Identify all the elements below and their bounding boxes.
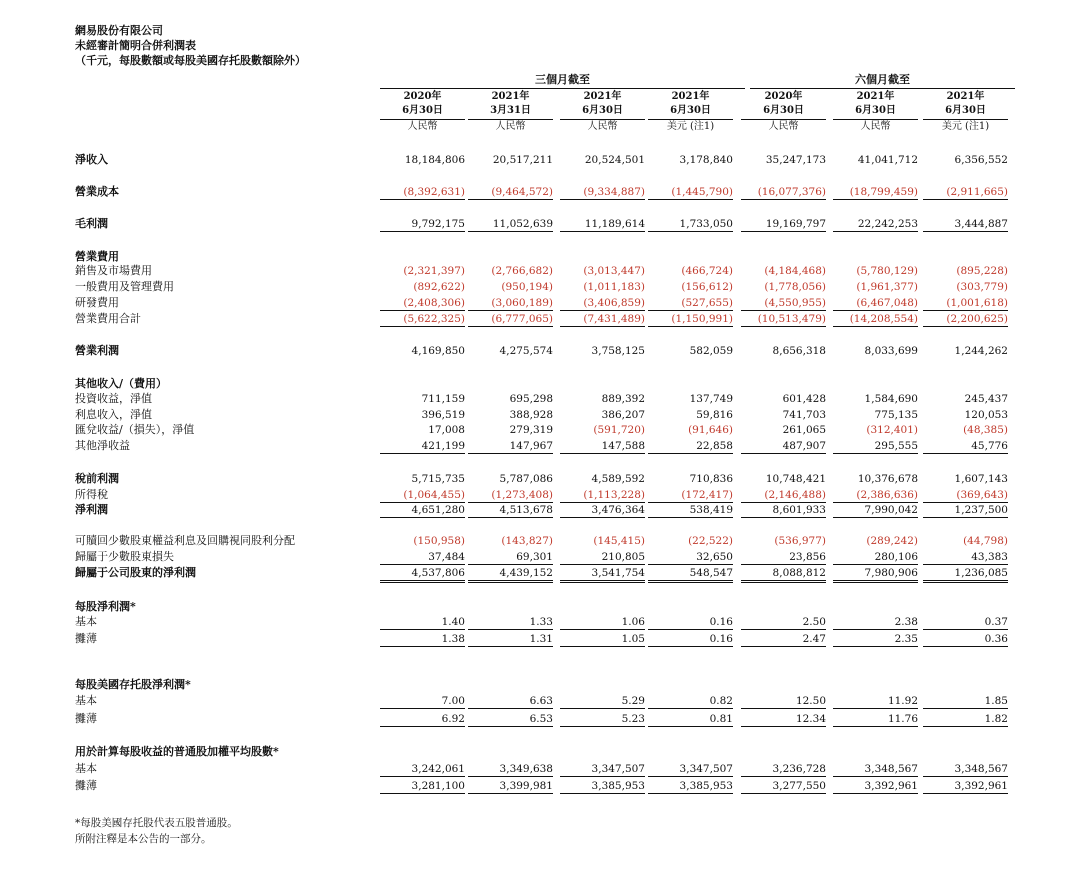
table-cell: (14,208,554) [833,312,918,327]
table-cell: 10,748,421 [765,473,826,485]
table-cell: 12.34 [741,712,826,727]
table-cell: 210,805 [560,550,645,565]
table-cell: (1,778,056) [764,281,826,293]
column-date: 6月30日 [670,105,711,116]
table-cell: 3,758,125 [591,345,645,357]
row-label: 每股淨利潤* [75,600,136,613]
table-cell: 43,383 [923,550,1008,565]
table-cell: 1,733,050 [648,217,733,232]
column-currency: 美元 (注1) [648,119,733,134]
table-cell: (2,911,665) [923,185,1008,200]
row-label: 歸屬于少數股東損失 [75,550,174,563]
table-cell: (4,184,468) [764,265,826,277]
row-label: 投資收益，淨值 [75,392,152,405]
table-cell: 245,437 [964,393,1008,405]
table-cell: 2.35 [833,632,918,647]
table-cell: 18,184,806 [404,154,465,166]
table-cell: (18,799,459) [833,185,918,200]
table-cell: (2,408,306) [380,296,465,311]
table-cell: 3,444,887 [923,217,1008,232]
table-cell: 280,106 [833,550,918,565]
table-cell: 69,301 [468,550,553,565]
table-cell: 37,484 [380,550,465,565]
table-cell: 1.05 [560,632,645,647]
table-cell: 8,656,318 [772,345,826,357]
row-label: 基本 [75,694,97,707]
row-label: 營業利潤 [75,344,119,357]
table-cell: 3,385,953 [648,779,733,794]
table-cell: (16,077,376) [741,185,826,200]
table-cell: 9,792,175 [380,217,465,232]
table-cell: 0.36 [923,632,1008,647]
table-cell: 601,428 [782,393,826,405]
table-row [0,217,1080,231]
row-label: 可贖回少數股東權益利息及回購視同股利分配 [75,534,295,547]
table-cell: (1,273,408) [468,488,553,503]
table-cell: (591,720) [593,424,645,436]
table-cell: 6.53 [468,712,553,727]
table-cell: (10,513,479) [741,312,826,327]
table-cell: 582,059 [689,345,733,357]
row-label: 研發費用 [75,296,119,309]
table-cell: 0.16 [648,632,733,647]
column-currency: 人民幣 [468,119,553,134]
table-cell: (22,522) [688,535,733,547]
table-cell: 2.50 [741,615,826,630]
table-cell: 23,856 [741,550,826,565]
row-label: 營業費用 [75,250,119,263]
column-date: 6月30日 [402,105,443,116]
table-cell: (2,200,625) [923,312,1008,327]
row-label: 所得稅 [75,488,108,501]
table-cell: (7,431,489) [560,312,645,327]
table-cell: 0.81 [648,712,733,727]
table-cell: (91,646) [688,424,733,436]
table-row [0,694,1080,708]
table-cell: (9,464,572) [468,185,553,200]
row-label: 基本 [75,762,97,775]
row-label: 稅前利潤 [75,472,119,485]
table-cell: 19,169,797 [741,217,826,232]
row-label: 營業費用合計 [75,312,141,325]
table-cell: 20,524,501 [584,154,645,166]
table-row [0,423,1080,437]
column-date: 6月30日 [855,105,896,116]
table-cell: 45,776 [923,439,1008,454]
table-cell: 3,277,550 [741,779,826,794]
column-year: 2021年 [856,91,895,102]
table-cell: 889,392 [601,393,645,405]
table-row [0,745,1080,759]
table-cell: 1,237,500 [923,503,1008,518]
table-cell: 11,189,614 [560,217,645,232]
table-cell: (156,612) [681,281,733,293]
table-cell: 0.16 [648,615,733,630]
table-cell: 4,275,574 [499,345,553,357]
table-cell: 1.33 [468,615,553,630]
table-row [0,296,1080,310]
table-cell: 388,928 [509,409,553,421]
table-cell: (289,242) [866,535,918,547]
table-cell: (172,417) [648,488,733,503]
row-label: 淨收入 [75,153,108,166]
row-label: 銷售及市場費用 [75,264,152,277]
table-cell: 17,008 [428,424,465,436]
table-cell: 741,703 [782,409,826,421]
table-cell: (143,827) [501,535,553,547]
row-label: 營業成本 [75,185,119,198]
column-year: 2020年 [764,91,803,102]
table-cell: 6.63 [468,694,553,709]
company-name: 網易股份有限公司 [75,24,163,37]
table-cell: (2,146,488) [741,488,826,503]
table-cell: 3,399,981 [468,779,553,794]
table-cell: 295,555 [833,439,918,454]
column-date: 6月30日 [582,105,623,116]
row-label: 用於計算每股收益的普通股加權平均股數* [75,745,279,758]
table-cell: (6,777,065) [468,312,553,327]
table-cell: 59,816 [696,409,733,421]
table-cell: 12.50 [741,694,826,709]
table-cell: (6,467,048) [833,296,918,311]
table-cell: 20,517,211 [492,154,553,166]
table-cell: 4,651,280 [380,503,465,518]
row-label: 利息收入，淨值 [75,408,152,421]
table-row [0,712,1080,726]
table-cell: (5,622,325) [380,312,465,327]
column-date: 3月31日 [490,105,531,116]
table-cell: (3,406,859) [560,296,645,311]
table-cell: 5,715,735 [411,473,465,485]
table-cell: 1.40 [380,615,465,630]
table-cell: 10,376,678 [857,473,918,485]
table-cell: (892,622) [413,281,465,293]
table-cell: 261,065 [782,424,826,436]
table-cell: (1,113,228) [560,488,645,503]
table-cell: (150,958) [413,535,465,547]
table-cell: (950,194) [501,281,553,293]
table-cell: 11.76 [833,712,918,727]
statement-title: 未經審計簡明合併利潤表 [75,39,196,52]
table-cell: 3,347,507 [648,762,733,777]
unit-note: （千元，每股數額或每股美國存托股數額除外） [75,54,306,67]
table-cell: 3,178,840 [679,154,733,166]
table-row [0,550,1080,564]
table-cell: (895,228) [956,265,1008,277]
table-cell: (145,415) [593,535,645,547]
table-cell: 4,589,592 [591,473,645,485]
table-cell: 3,236,728 [741,762,826,777]
row-label: 毛利潤 [75,217,108,230]
table-row [0,503,1080,517]
table-cell: 1,584,690 [864,393,918,405]
column-year: 2021年 [671,91,710,102]
table-cell: 1.31 [468,632,553,647]
column-year: 2021年 [491,91,530,102]
table-cell: 538,419 [648,503,733,518]
row-label: 其他收入/（費用） [75,377,168,390]
table-row [0,472,1080,486]
table-cell: (466,724) [681,265,733,277]
table-cell: 775,135 [874,409,918,421]
column-year: 2021年 [946,91,985,102]
table-row [0,377,1080,391]
group-label: 三個月截至 [535,73,590,86]
table-cell: 3,541,754 [560,566,645,583]
table-cell: (3,060,189) [468,296,553,311]
table-cell: 3,476,364 [560,503,645,518]
table-row [0,185,1080,199]
table-cell: (48,385) [963,424,1008,436]
table-cell: 41,041,712 [857,154,918,166]
column-date: 6月30日 [763,105,804,116]
table-cell: (5,780,129) [856,265,918,277]
table-cell: 137,749 [689,393,733,405]
table-cell: 3,348,567 [833,762,918,777]
table-row [0,678,1080,692]
table-cell: 548,547 [648,566,733,583]
table-row [0,250,1080,264]
table-cell: 1.85 [923,694,1008,709]
footnote-ads: *每股美國存托股代表五股普通股。 [75,817,238,829]
table-row [0,779,1080,793]
table-cell: (1,001,618) [923,296,1008,311]
table-cell: (2,321,397) [403,265,465,277]
table-cell: 1.38 [380,632,465,647]
table-cell: (44,798) [963,535,1008,547]
table-cell: 5.23 [560,712,645,727]
table-cell: 1,236,085 [923,566,1008,583]
table-cell: 4,513,678 [468,503,553,518]
row-label: 匯兌收益/（損失），淨值 [75,423,195,436]
table-cell: (1,445,790) [648,185,733,200]
table-cell: 711,159 [421,393,465,405]
column-currency: 人民幣 [741,119,826,134]
table-cell: 386,207 [601,409,645,421]
table-cell: 3,348,567 [923,762,1008,777]
table-row [0,392,1080,406]
row-label: 攤薄 [75,712,97,725]
row-label: 每股美國存托股淨利潤* [75,678,191,691]
row-label: 基本 [75,615,97,628]
table-cell: (1,961,377) [856,281,918,293]
column-currency: 人民幣 [560,119,645,134]
table-row [0,566,1080,580]
footnote-notes: 所附注釋是本公告的一部分。 [75,833,212,845]
group-label: 六個月截至 [855,73,910,86]
table-cell: 3,392,961 [923,779,1008,794]
column-date: 6月30日 [945,105,986,116]
column-currency: 美元 (注1) [923,119,1008,134]
table-cell: 147,588 [560,439,645,454]
table-cell: 11,052,639 [468,217,553,232]
table-row [0,600,1080,614]
table-row [0,280,1080,294]
table-cell: 22,858 [648,439,733,454]
column-year: 2021年 [583,91,622,102]
table-cell: 0.37 [923,615,1008,630]
row-label: 一般費用及管理費用 [75,280,174,293]
row-label: 淨利潤 [75,503,108,516]
table-cell: (1,150,991) [648,312,733,327]
table-cell: 710,836 [689,473,733,485]
table-cell: 6.92 [380,712,465,727]
table-cell: 8,088,812 [741,566,826,583]
row-label: 攤薄 [75,779,97,792]
table-row [0,312,1080,326]
table-cell: 4,169,850 [411,345,465,357]
table-cell: 7,980,906 [833,566,918,583]
table-cell: 3,385,953 [560,779,645,794]
table-cell: 4,537,806 [380,566,465,583]
table-cell: 2.47 [741,632,826,647]
table-cell: 32,650 [648,550,733,565]
table-cell: 3,349,638 [468,762,553,777]
table-cell: 1.82 [923,712,1008,727]
table-cell: 487,907 [741,439,826,454]
table-cell: 5,787,086 [499,473,553,485]
column-currency: 人民幣 [833,119,918,134]
table-cell: 5.29 [560,694,645,709]
row-label: 歸屬于公司股東的淨利潤 [75,566,196,579]
column-year: 2020年 [403,91,442,102]
table-cell: (8,392,631) [380,185,465,200]
table-cell: (527,655) [648,296,733,311]
table-row [0,632,1080,646]
table-cell: (1,011,183) [583,281,645,293]
table-cell: 1,244,262 [954,345,1008,357]
table-row [0,488,1080,502]
table-cell: 147,967 [468,439,553,454]
table-cell: 0.82 [648,694,733,709]
table-cell: 22,242,253 [833,217,918,232]
table-cell: 1,607,143 [954,473,1008,485]
table-cell: (3,013,447) [583,265,645,277]
table-row [0,264,1080,278]
table-cell: 3,347,507 [560,762,645,777]
table-cell: 279,319 [509,424,553,436]
table-cell: 4,439,152 [468,566,553,583]
table-row [0,534,1080,548]
table-cell: 2.38 [833,615,918,630]
table-cell: 8,033,699 [864,345,918,357]
table-cell: 6,356,552 [954,154,1008,166]
table-cell: (536,977) [774,535,826,547]
table-cell: 3,392,961 [833,779,918,794]
table-cell: 421,199 [380,439,465,454]
table-cell: 8,601,933 [741,503,826,518]
table-cell: (2,766,682) [491,265,553,277]
table-cell: (9,334,887) [560,185,645,200]
table-cell: (1,064,455) [380,488,465,503]
table-cell: 35,247,173 [765,154,826,166]
table-cell: 695,298 [509,393,553,405]
table-cell: (2,386,636) [833,488,918,503]
table-cell: (303,779) [956,281,1008,293]
table-cell: 1.06 [560,615,645,630]
table-cell: 11.92 [833,694,918,709]
row-label: 其他淨收益 [75,439,130,452]
table-cell: 7,990,042 [833,503,918,518]
table-cell: 120,053 [964,409,1008,421]
table-cell: (369,643) [923,488,1008,503]
table-row [0,439,1080,453]
table-row [0,408,1080,422]
table-row [0,615,1080,629]
table-cell: (4,550,955) [741,296,826,311]
table-cell: 3,281,100 [380,779,465,794]
table-cell: 3,242,061 [380,762,465,777]
row-label: 攤薄 [75,632,97,645]
table-row [0,762,1080,776]
table-cell: 396,519 [421,409,465,421]
table-cell: 7.00 [380,694,465,709]
table-row [0,344,1080,358]
column-currency: 人民幣 [380,119,465,134]
table-cell: (312,401) [866,424,918,436]
table-row [0,153,1080,167]
